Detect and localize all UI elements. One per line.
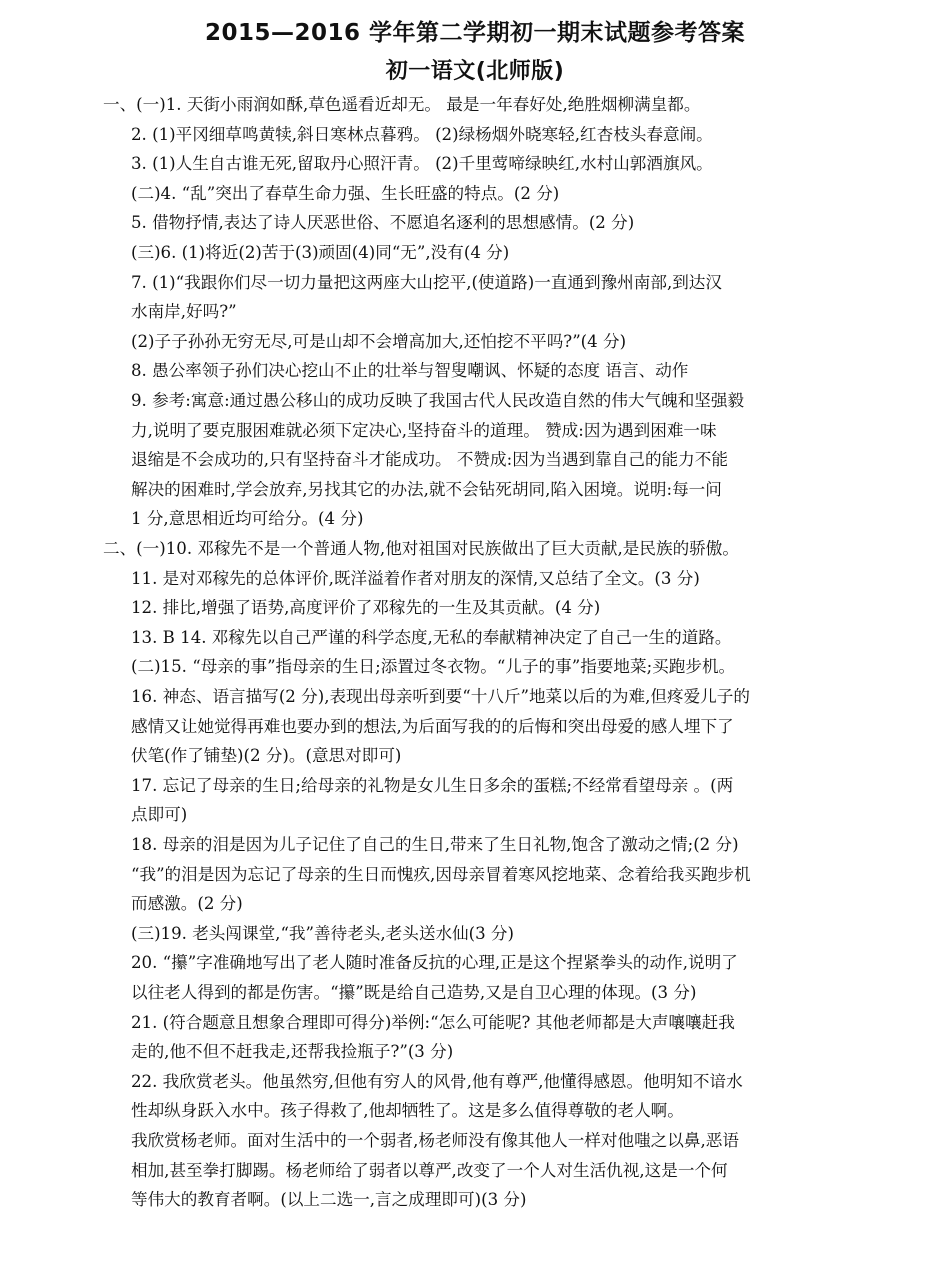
answer-line: 二、(一)10. 邓稼先不是一个普通人物,他对祖国对民族做出了巨大贡献,是民族的骄傲。 bbox=[103, 539, 739, 558]
answer-line: 9. 参考:寓意:通过愚公移山的成功反映了我国古代人民改造自然的伟大气魄和坚强毅 bbox=[131, 391, 745, 410]
answer-line: 18. 母亲的泪是因为儿子记住了自己的生日,带来了生日礼物,饱含了激动之情;(2 分) bbox=[131, 835, 739, 854]
answer-line: 等伟大的教育者啊。(以上二选一,言之成理即可)(3 分) bbox=[131, 1190, 527, 1210]
answer-line: 17. 忘记了母亲的生日;给母亲的礼物是女儿生日多余的蛋糕;不经常看望母亲 。(两 bbox=[131, 775, 734, 795]
answer-line: 12. 排比,增强了语势,高度评价了邓稼先的一生及其贡献。(4 分) bbox=[131, 598, 601, 618]
answer-line: 伏笔(作了铺垫)(2 分)。(意思对即可) bbox=[131, 746, 402, 766]
answer-line: 性却纵身跃入水中。孩子得救了,他却牺牲了。这是多么值得尊敬的老人啊。 bbox=[131, 1101, 684, 1121]
answer-line: 退缩是不会成功的,只有坚持奋斗才能成功。 不赞成:因为当遇到靠自己的能力不能 bbox=[131, 450, 728, 470]
answer-line: (三)6. (1)将近(2)苦于(3)顽固(4)同“无”,没有(4 分) bbox=[131, 243, 510, 262]
answer-line: 22. 我欣赏老头。他虽然穷,但他有穷人的风骨,他有尊严,他懂得感恩。他明知不谙水 bbox=[131, 1071, 743, 1091]
answer-line: 7. (1)“我跟你们尽一切力量把这两座大山挖平,(使道路)一直通到豫州南部,到达汉 bbox=[131, 272, 722, 292]
document-title: 2015—2016 学年第二学期初一期末试题参考答案 bbox=[204, 20, 746, 46]
answer-line: 一、(一)1. 天街小雨润如酥,草色遥看近却无。 最是一年春好处,绝胜烟柳满皇都。 bbox=[103, 95, 701, 114]
answer-line: 走的,他不但不赶我走,还帮我捡瓶子?”(3 分) bbox=[131, 1042, 454, 1062]
answer-line: (二)15. “母亲的事”指母亲的生日;添置过冬衣物。“儿子的事”指要地菜;买跑步机。 bbox=[131, 657, 736, 677]
answer-line: 11. 是对邓稼先的总体评价,既洋溢着作者对朋友的深情,又总结了全文。(3 分) bbox=[131, 568, 700, 588]
answer-line: 而感激。(2 分) bbox=[131, 894, 243, 914]
answer-line: 点即可) bbox=[131, 805, 188, 825]
answer-line: 21. (符合题意且想象合理即可得分)举例:“怎么可能呢? 其他老师都是大声嚷嚷赶我 bbox=[131, 1012, 735, 1032]
answer-line: 1 分,意思相近均可给分。(4 分) bbox=[131, 509, 364, 529]
answer-line: 8. 愚公率领子孙们决心挖山不止的壮举与智叟嘲讽、怀疑的态度 语言、动作 bbox=[131, 361, 689, 381]
answer-line: 以往老人得到的都是伤害。“攥”既是给自己造势,又是自卫心理的体现。(3 分) bbox=[131, 983, 697, 1002]
document-subtitle: 初一语文(北师版) bbox=[385, 59, 565, 84]
answer-line: 2. (1)平冈细草鸣黄犊,斜日寒林点暮鸦。 (2)绿杨烟外晓寒轻,红杏枝头春意闹。 bbox=[131, 124, 713, 144]
answer-line: 我欣赏杨老师。面对生活中的一个弱者,杨老师没有像其他人一样对他嗤之以鼻,恶语 bbox=[131, 1131, 739, 1150]
answer-line: “我”的泪是因为忘记了母亲的生日而愧疚,因母亲冒着寒风挖地菜、念着给我买跑步机 bbox=[131, 864, 751, 884]
answer-line: 16. 神态、语言描写(2 分),表现出母亲听到要“十八斤”地菜以后的为难,但疼爱儿子的 bbox=[131, 687, 750, 706]
answer-line: (三)19. 老头闯课堂,“我”善待老头,老头送水仙(3 分) bbox=[131, 923, 515, 943]
answer-line: 20. “攥”字准确地写出了老人随时准备反抗的心理,正是这个捏紧拳头的动作,说明了 bbox=[131, 953, 738, 973]
answer-line: 感情又让她觉得再难也要办到的想法,为后面写我的的后悔和突出母爱的感人埋下了 bbox=[131, 716, 734, 736]
answer-line: 力,说明了要克服困难就必须下定决心,坚持奋斗的道理。 赞成:因为遇到困难一味 bbox=[131, 420, 717, 440]
answer-line: 3. (1)人生自古谁无死,留取丹心照汗青。 (2)千里莺啼绿映红,水村山郭酒旗风。 bbox=[131, 154, 713, 174]
answer-line: (二)4. “乱”突出了春草生命力强、生长旺盛的特点。(2 分) bbox=[131, 183, 560, 203]
answer-line: 5. 借物抒情,表达了诗人厌恶世俗、不愿追名逐利的思想感情。(2 分) bbox=[131, 213, 635, 233]
answer-line: 13. B 14. 邓稼先以自己严谨的科学态度,无私的奉献精神决定了自己一生的道路。 bbox=[131, 627, 732, 647]
answer-line: 解决的困难时,学会放弃,另找其它的办法,就不会钻死胡同,陷入困境。说明:每一问 bbox=[131, 479, 722, 499]
answer-line: (2)子子孙孙无穷无尽,可是山却不会增高加大,还怕挖不平吗?”(4 分) bbox=[131, 331, 627, 351]
answer-line: 相加,甚至拳打脚踢。杨老师给了弱者以尊严,改变了一个人对生活仇视,这是一个何 bbox=[131, 1160, 728, 1180]
answer-line: 水南岸,好吗?” bbox=[131, 302, 237, 322]
